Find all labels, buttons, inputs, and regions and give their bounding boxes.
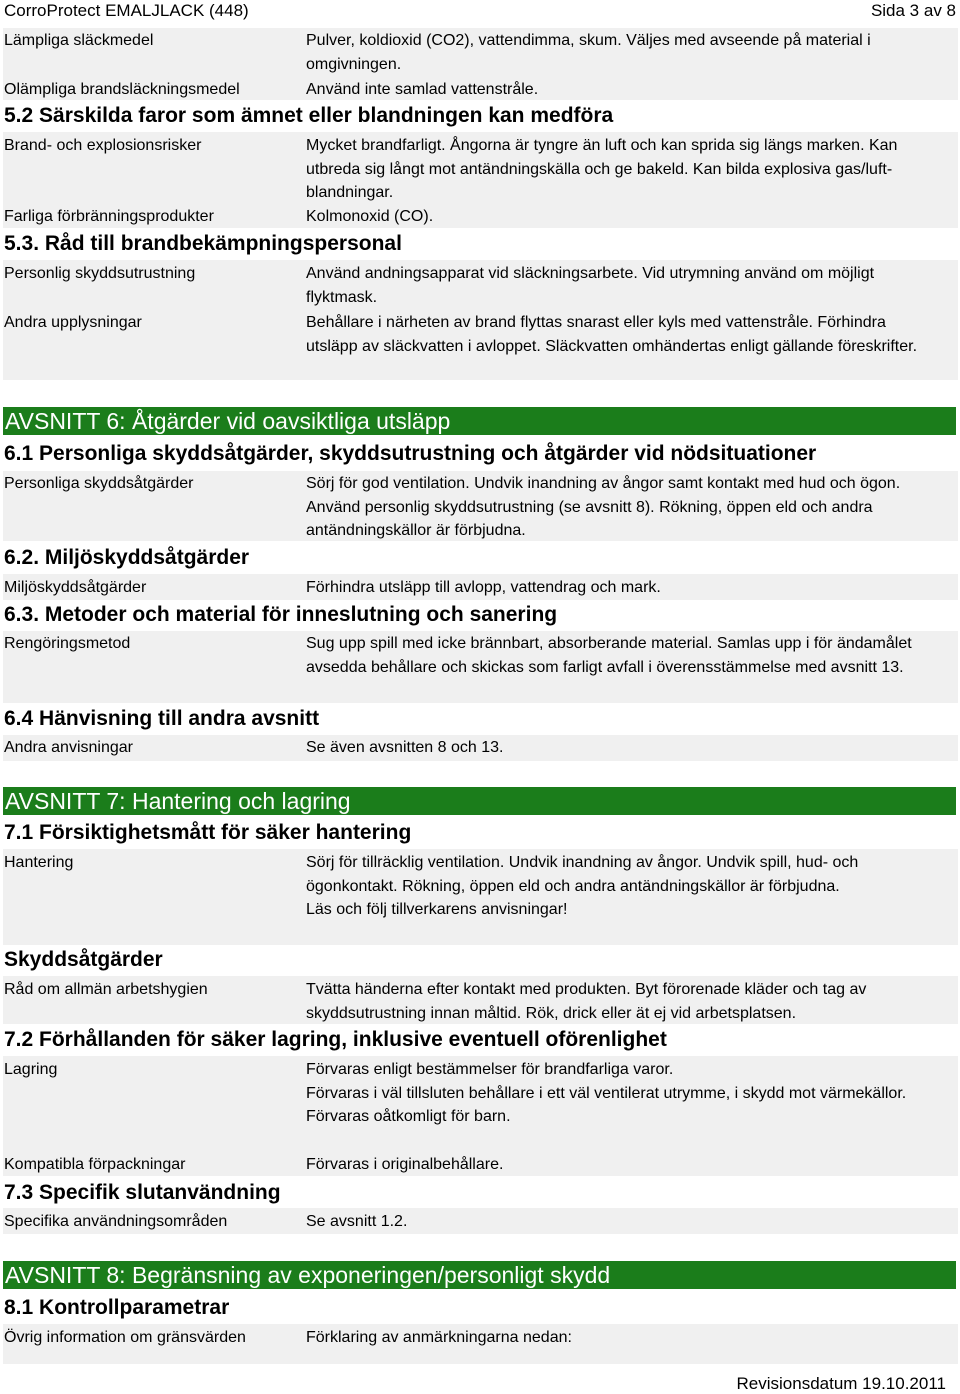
value-other-references: Se även avsnitten 8 och 13. (306, 739, 504, 756)
value-unsuitable-extinguishing: Använd inte samlad vattenstråle. (306, 81, 539, 98)
label-unsuitable-extinguishing: Olämpliga brandsläckningsmedel (4, 81, 240, 98)
value-storage (306, 1058, 926, 1129)
value-storage-line2: Förvaras i väl tillsluten behållare i ett väl ventilerat utrymme, i skydd mot värmekällor. (306, 1084, 907, 1102)
section-7-banner (3, 787, 956, 815)
section-6-title: AVSNITT 6: Åtgärder vid oavsiktliga utsläpp (5, 408, 451, 434)
revision-date: Revisionsdatum 19.10.2011 (736, 1374, 946, 1393)
label-compatible-packaging: Kompatibla förpackningar (4, 1156, 186, 1173)
section-7-title: AVSNITT 7: Hantering och lagring (5, 788, 351, 814)
section-8-banner (3, 1261, 956, 1289)
heading-8-1: 8.1 Kontrollparametrar (4, 1296, 230, 1319)
value-protective-equipment: Använd andningsapparat vid släckningsarbete. Vid utrymning använd om möjligt flyktmask. (306, 265, 875, 306)
value-cleaning-method: Sug upp spill med icke brännbart, absorberande material. Samlas upp i för ändamålet avsedda behållare och skickas som farligt avfall i överensstämmelse med avsnitt 13. (306, 635, 912, 676)
heading-6-1: 6.1 Personliga skyddsåtgärder, skyddsutrustning och åtgärder vid nödsituationer (4, 442, 817, 465)
heading-6-2: 6.2. Miljöskyddsåtgärder (4, 546, 250, 569)
section-6-banner (3, 407, 956, 435)
label-limit-values-info: Övrig information om gränsvärden (4, 1329, 246, 1346)
value-specific-uses: Se avsnitt 1.2. (306, 1213, 408, 1230)
value-storage-line3: Förvaras oåtkomligt för barn. (306, 1108, 511, 1125)
section-8-title: AVSNITT 8: Begränsning av exponeringen/personligt skydd (5, 1262, 611, 1288)
label-combustion-products: Farliga förbränningsprodukter (4, 208, 214, 225)
value-fire-explosion: Mycket brandfarligt. Ångorna är tyngre än luft och kan sprida sig längs marken. Kan utbreda sig långt mot antändningskälla och ge bakeld. Kan bilda explosiva gas/luft- blandningar. (306, 137, 898, 201)
value-suitable-extinguishing: Pulver, koldioxid (CO2), vattendimma, skum. Väljes med avseende på material i omgivningen. (306, 32, 871, 73)
value-combustion-products: Kolmonoxid (CO). (306, 208, 434, 225)
heading-7-1: 7.1 Försiktighetsmått för säker hantering (4, 821, 412, 844)
label-cleaning-method: Rengöringsmetod (4, 635, 131, 652)
label-other-info: Andra upplysningar (4, 314, 142, 331)
label-specific-uses: Specifika användningsområden (4, 1213, 228, 1230)
label-handling: Hantering (4, 854, 74, 871)
label-other-references: Andra anvisningar (4, 739, 133, 756)
value-compatible-packaging: Förvaras i originalbehållare. (306, 1156, 504, 1173)
heading-6-4: 6.4 Hänvisning till andra avsnitt (4, 707, 320, 730)
value-personal-precautions: Sörj för god ventilation. Undvik inandning av ångor samt kontakt med hud och ögon. Använd personlig skyddsutrustning (se avsnitt 8). Rökning, öppen eld och andra antändningskällor är förbjudna. (306, 475, 901, 539)
heading-5-2: 5.2 Särskilda faror som ämnet eller blandningen kan medföra (4, 104, 614, 127)
label-environmental-precautions: Miljöskyddsåtgärder (4, 579, 147, 596)
page-number: Sida 3 av 8 (870, 1, 956, 20)
value-handling (306, 851, 926, 922)
value-general-hygiene: Tvätta händerna efter kontakt med produkten. Byt förorenade kläder och tag av skyddsutrustning innan måltid. Rök, drick eller ät ej vid arbetsplatsen. (306, 981, 867, 1022)
label-general-hygiene: Råd om allmän arbetshygien (4, 981, 208, 998)
label-fire-explosion: Brand- och explosionsrisker (4, 137, 202, 154)
heading-7-3: 7.3 Specifik slutanvändning (4, 1181, 281, 1204)
label-suitable-extinguishing: Lämpliga släckmedel (4, 32, 154, 49)
value-handling-instructions: Läs och följ tillverkarens anvisningar! (306, 901, 568, 918)
label-storage: Lagring (4, 1061, 58, 1078)
document-title: CorroProtect EMALJLACK (448) (4, 1, 249, 20)
heading-7-2: 7.2 Förhållanden för säker lagring, inklusive eventuell oförenlighet (4, 1028, 667, 1051)
heading-5-3: 5.3. Råd till brandbekämpningspersonal (4, 232, 402, 255)
value-storage-line1: Förvaras enligt bestämmelser för brandfarliga varor. (306, 1061, 674, 1078)
heading-6-3: 6.3. Metoder och material för inneslutning och sanering (4, 603, 558, 626)
page-header (0, 0, 960, 22)
label-personal-precautions: Personliga skyddsåtgärder (4, 475, 194, 492)
value-other-info: Behållare i närheten av brand flyttas snarast eller kyls med vattenstråle. Förhindra utsläpp av släckvatten i avloppet. Släckvatten omhändertas enligt gällande föreskrifter. (306, 314, 918, 355)
value-environmental-precautions: Förhindra utsläpp till avlopp, vattendrag och mark. (306, 579, 661, 596)
value-limit-values-info: Förklaring av anmärkningarna nedan: (306, 1329, 572, 1346)
heading-protective-measures: Skyddsåtgärder (4, 948, 163, 971)
value-handling-text: Sörj för tillräcklig ventilation. Undvik inandning av ångor. Undvik spill, hud- och ögonkontakt. Rökning, öppen eld och andra antändningskällor är förbjudna. (306, 854, 859, 895)
label-protective-equipment: Personlig skyddsutrustning (4, 265, 196, 282)
